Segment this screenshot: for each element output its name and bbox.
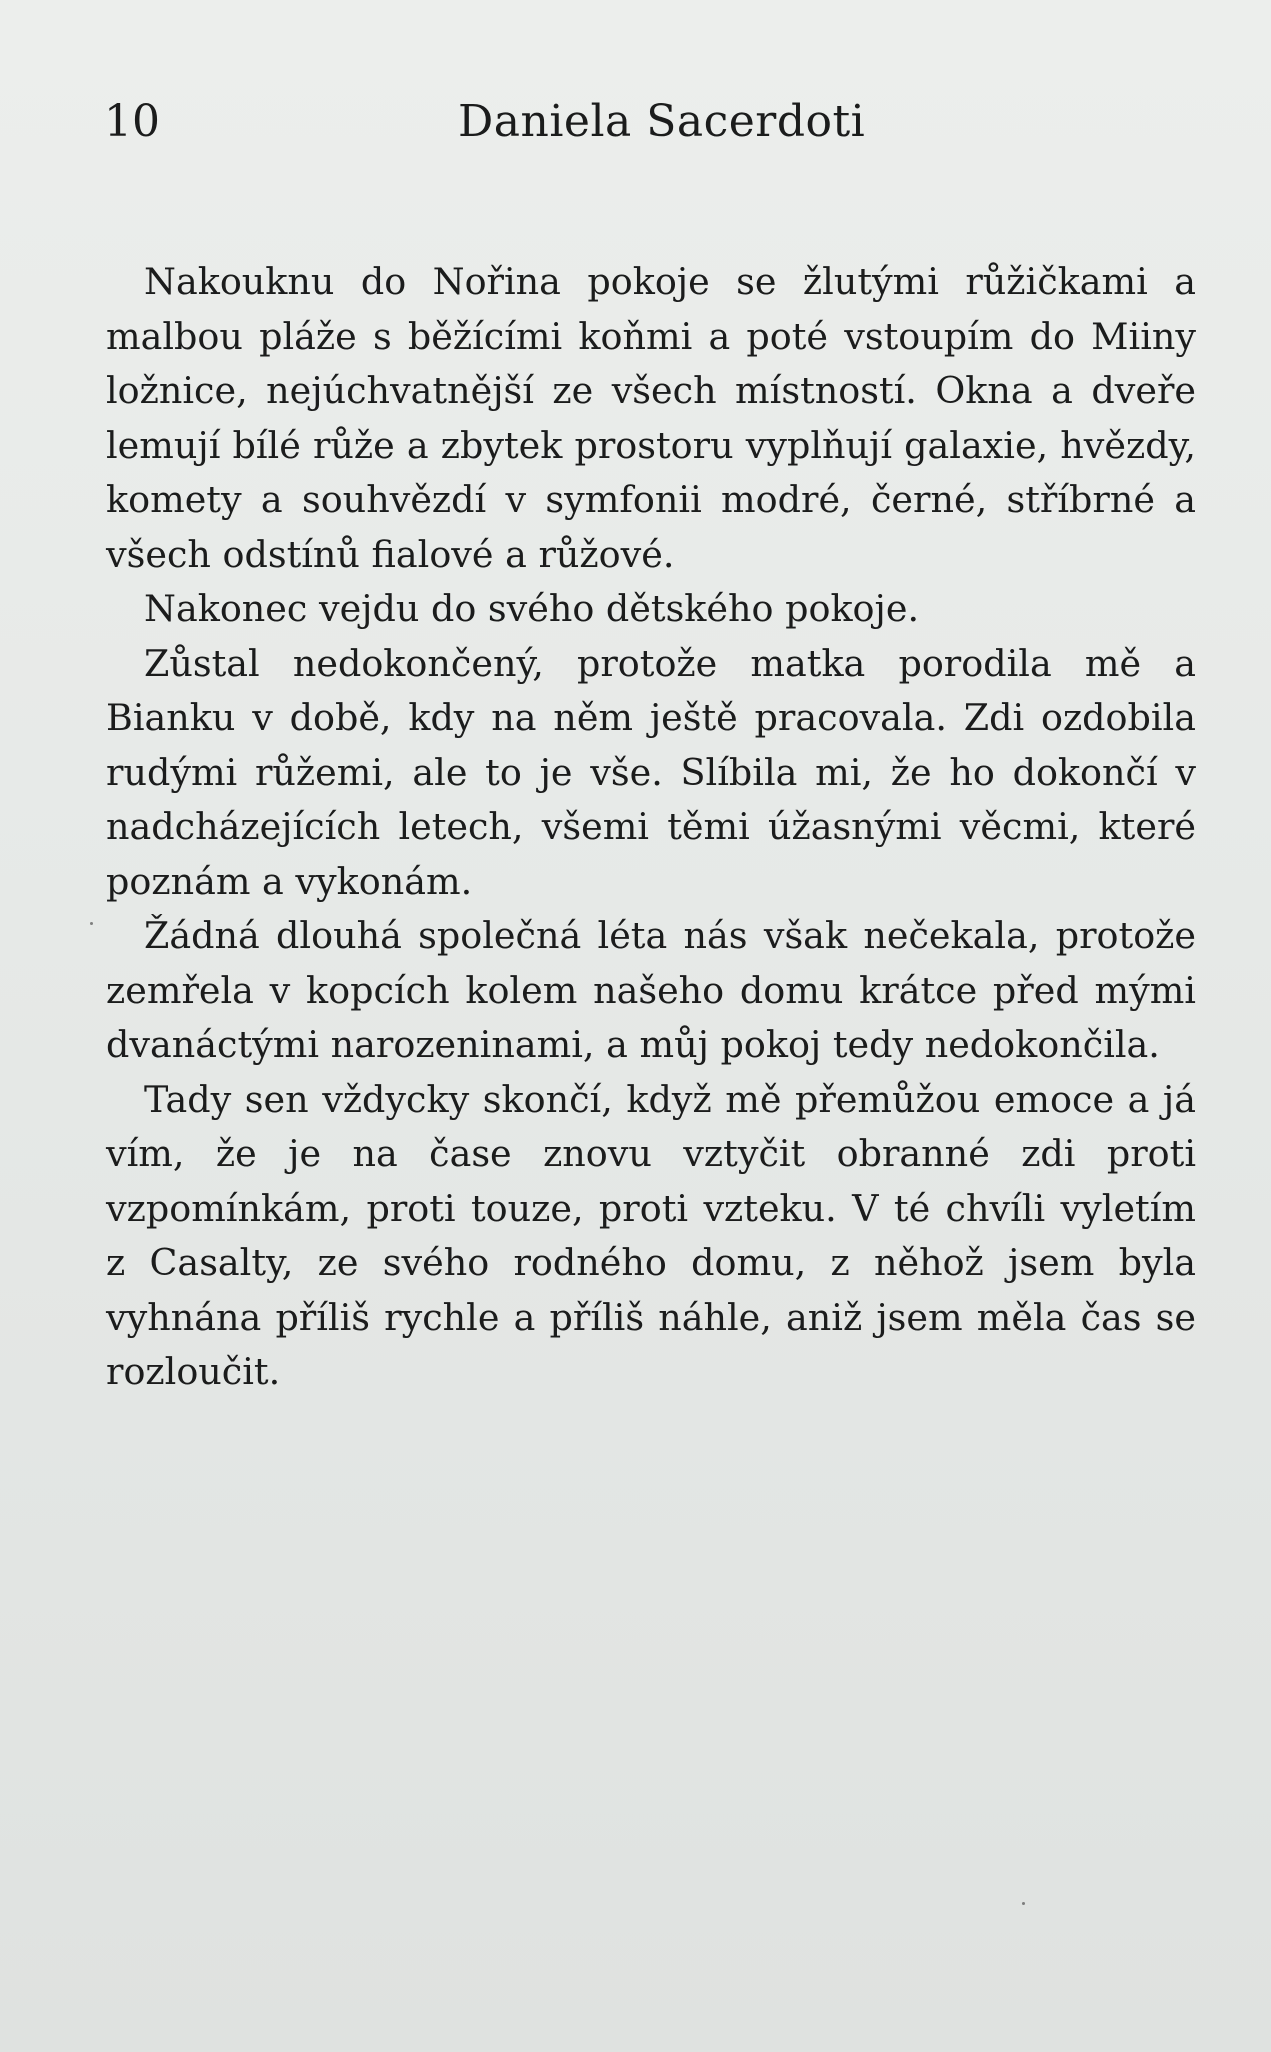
- page-number: 10: [104, 96, 160, 147]
- body-text: [106, 255, 1196, 1400]
- paragraph: Žádná dlouhá společná léta nás však nečekala, protože zemřela v kopcích kolem našeho domu krátce před mými dvanáctými narozeninami, a můj pokoj tedy nedokončila.: [106, 914, 1196, 1066]
- paper-speck: [1022, 1902, 1025, 1905]
- paragraph: Nakonec vejdu do svého dětského pokoje.: [144, 587, 920, 630]
- page-header: [104, 92, 1204, 152]
- paragraph: Zůstal nedokončený, protože matka porodila mě a Bianku v době, kdy na něm ještě pracovala. Zdi ozdobila rudými růžemi, ale to je vše. Slíbila mi, že ho dokončí v nadcházejících letech, všemi těmi úžasnými věcmi, které poznám a vykonám.: [106, 641, 1196, 903]
- paragraph: Nakouknu do Nořina pokoje se žlutými růžičkami a malbou pláže s běžícími koňmi a poté vstoupím do Miiny ložnice, nejúchvatnější ze všech místností. Okna a dveře lemují bílé růže a zbytek prostoru vyplňují galaxie, hvězdy, komety a souhvězdí v symfonii modré, černé, stříbrné a všech odstínů fialové a růžové.: [106, 260, 1196, 576]
- paper-speck: [90, 922, 93, 925]
- paragraph: Tady sen vždycky skončí, když mě přemůžou emoce a já vím, že je na čase znovu vztyčit obranné zdi proti vzpomínkám, proti touze, proti vzteku. V té chvíli vyletím z Casalty, ze svého rodného domu, z něhož jsem byla vyhnána příliš rychle a příliš náhle, aniž jsem měla čas se rozloučit.: [106, 1077, 1196, 1393]
- running-head-author: Daniela Sacerdoti: [458, 96, 866, 147]
